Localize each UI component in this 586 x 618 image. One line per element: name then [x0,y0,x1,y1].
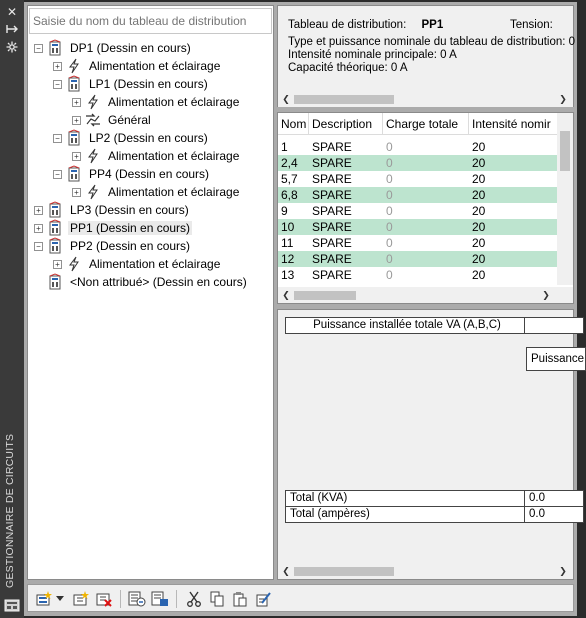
palette-title: GESTIONNAIRE DE CIRCUITS [4,433,16,588]
tree-item-label: DP1 (Dessin en cours) [70,41,191,55]
tree-item-pp4[interactable] [53,165,211,183]
circuit-row[interactable] [278,251,558,267]
expand-icon[interactable]: + [53,62,62,71]
panel-tree-pane [27,5,274,580]
info-horizontal-scrollbar[interactable] [278,91,573,107]
cell-description[interactable]: SPARE [312,252,352,266]
tree-item-label: PP4 (Dessin en cours) [89,167,210,181]
total-kva-label: Total (KVA) [285,490,525,507]
capacity-line: Capacité théorique: 0 A [288,62,408,74]
toolbar-separator [120,590,121,608]
scroll-right-icon[interactable]: ❯ [559,94,567,104]
power-cell: Puissance [526,347,586,371]
tree-item-label: LP3 (Dessin en cours) [70,203,189,217]
circuit-row[interactable] [278,235,558,251]
cell-description[interactable]: SPARE [312,220,352,234]
power-lighting-icon [85,94,101,110]
circuit-row[interactable] [278,219,558,235]
panel-info-pane [277,5,574,107]
cell-charge[interactable]: 0 [386,204,393,218]
copy-icon[interactable] [207,589,227,609]
tree-item-lp1-power-lighting[interactable] [72,93,241,111]
panel-icon [66,130,82,146]
cell-intensite[interactable]: 20 [472,220,486,234]
column-header-intensite[interactable]: Intensité nomir [472,117,551,131]
scroll-thumb[interactable] [294,567,394,576]
close-icon[interactable]: ✕ [6,5,18,19]
circuit-row[interactable] [278,171,558,187]
tree-item-lp2-power-lighting[interactable] [72,147,241,165]
collapse-icon[interactable]: − [53,170,62,179]
panel-icon [47,220,63,236]
tree-item-label: Alimentation et éclairage [89,59,221,73]
new-panel-dropdown-icon[interactable] [55,589,65,609]
delete-circuit-icon[interactable] [94,589,114,609]
cut-icon[interactable] [184,589,204,609]
cell-intensite[interactable]: 20 [472,236,486,250]
cell-nom[interactable]: 1 [281,140,288,154]
cell-intensite[interactable]: 20 [472,204,486,218]
cell-nom[interactable]: 11 [281,236,294,250]
cell-charge[interactable]: 0 [386,156,393,170]
tree-item-lp3[interactable] [34,201,191,219]
tree-item-pp2-power-lighting[interactable] [53,255,222,273]
new-circuit-icon[interactable] [71,589,91,609]
panel-label: Tableau de distribution: [288,19,407,31]
circuit-row[interactable] [278,139,558,155]
circuit-row[interactable] [278,267,558,283]
cell-intensite[interactable]: 20 [472,252,486,266]
circuit-manager-window [24,2,585,616]
panel-icon [47,274,63,290]
cell-nom[interactable]: 12 [281,252,295,266]
cell-intensite[interactable]: 20 [472,172,486,186]
total-amps-value: 0.0 [524,506,584,523]
power-lighting-icon [85,148,101,164]
column-header-description[interactable]: Description [309,113,383,135]
tree-item-pp4-power-lighting[interactable] [72,183,241,201]
panel-icon [47,40,63,56]
expand-icon[interactable]: + [53,260,62,269]
scroll-left-icon[interactable]: ❮ [282,94,290,104]
cell-charge[interactable]: 0 [386,140,393,154]
cell-description[interactable]: SPARE [312,172,352,186]
tree-item-label: PP1 (Dessin en cours) [70,221,191,235]
scroll-thumb[interactable] [294,95,394,104]
collapse-icon[interactable]: − [34,242,43,251]
grid-header [278,113,558,135]
panel-search-input[interactable] [29,8,272,34]
palette-title-bar [0,0,24,618]
style-properties-icon[interactable] [254,589,274,609]
tree-item-label: LP1 (Dessin en cours) [89,77,208,91]
cell-nom[interactable]: 2,4 [281,156,298,170]
collapse-icon[interactable]: − [53,134,62,143]
expand-icon[interactable]: + [34,206,43,215]
column-header-nom[interactable]: Nom [278,113,309,135]
expand-icon[interactable]: + [34,224,43,233]
scroll-right-icon[interactable]: ❯ [559,566,567,576]
circuit-row[interactable] [278,187,558,203]
scroll-thumb[interactable] [560,131,570,171]
tree-item-unassigned[interactable] [34,273,249,291]
scroll-thumb[interactable] [294,291,356,300]
expand-icon[interactable]: + [72,152,81,161]
panel-icon [47,202,63,218]
collapse-icon[interactable]: − [34,44,43,53]
cell-description[interactable]: SPARE [312,140,352,154]
scroll-left-icon[interactable]: ❮ [282,290,290,300]
tree-item-pp2[interactable] [34,237,192,255]
load-summary-pane [277,309,585,580]
panel-icon [66,166,82,182]
main-current-line: Intensité nominale principale: 0 A [288,49,457,61]
power-lighting-icon [66,256,82,272]
cell-nom[interactable]: 5,7 [281,172,298,186]
tree-item-lp2[interactable] [53,129,210,147]
tree-item-pp1[interactable] [34,219,192,237]
properties-gear-icon[interactable] [5,41,19,55]
tree-item-dp1[interactable] [34,39,193,57]
cell-nom[interactable]: 6,8 [281,188,298,202]
expand-icon[interactable]: + [72,98,81,107]
panel-value: PP1 [421,19,444,31]
summary-horizontal-scrollbar[interactable] [278,563,573,579]
panel-rating-line: Type et puissance nominale du tableau de distribution: 0 [288,36,576,48]
collapse-icon[interactable]: − [53,80,62,89]
tree-item-label: PP2 (Dessin en cours) [70,239,191,253]
tree-item-lp1[interactable] [53,75,210,93]
panel-schedule-icon[interactable] [127,589,147,609]
tension-label: Tension: [510,19,553,31]
cell-charge[interactable]: 0 [386,268,393,282]
cell-description[interactable]: SPARE [312,188,352,202]
cell-nom[interactable]: 13 [281,268,295,282]
cell-charge[interactable]: 0 [386,220,393,234]
panel-name-line [288,19,443,31]
cell-charge[interactable]: 0 [386,188,393,202]
total-kva-value: 0.0 [524,490,584,507]
tree-item-label: Général [108,113,151,127]
tree-item-label: LP2 (Dessin en cours) [89,131,208,145]
cell-description[interactable]: SPARE [312,156,352,170]
cell-intensite[interactable]: 20 [472,188,486,202]
cell-nom[interactable]: 9 [281,204,288,218]
toolbar-separator [176,590,177,608]
cell-charge[interactable]: 0 [386,252,393,266]
expand-icon[interactable]: + [72,116,81,125]
scroll-left-icon[interactable]: ❮ [282,566,290,576]
cell-intensite[interactable]: 20 [472,140,486,154]
expand-icon[interactable]: + [72,188,81,197]
new-panel-icon[interactable] [34,589,54,609]
cell-nom[interactable]: 10 [281,220,295,234]
cell-intensite[interactable]: 20 [472,156,486,170]
cell-description[interactable]: SPARE [312,268,352,282]
cell-description[interactable]: SPARE [312,204,352,218]
panel-icon [47,238,63,254]
general-system-icon [85,112,101,128]
installed-power-header-extra [524,317,584,334]
grid-horizontal-scrollbar[interactable] [278,287,573,303]
cell-intensite[interactable]: 20 [472,268,486,282]
scroll-right-icon[interactable]: ❯ [542,290,550,300]
tree-item-dp1-power-lighting[interactable] [53,57,222,75]
circuit-grid [277,112,574,304]
cell-charge[interactable]: 0 [386,172,393,186]
circuit-row[interactable] [278,203,558,219]
tree-item-label: Alimentation et éclairage [108,185,240,199]
tree-item-label: Alimentation et éclairage [108,95,240,109]
tree-item-lp1-general[interactable] [72,111,153,129]
column-header-charge-totale[interactable]: Charge totale [383,113,469,135]
auto-hide-icon[interactable] [5,23,19,37]
grid-vertical-scrollbar[interactable] [557,113,573,285]
power-lighting-icon [66,58,82,74]
cell-description[interactable]: SPARE [312,236,352,250]
cell-charge[interactable]: 0 [386,236,393,250]
circuit-row[interactable] [278,155,558,171]
circuit-manager-app-icon [4,598,20,612]
panel-icon [66,76,82,92]
tree-item-label: <Non attribué> (Dessin en cours) [70,275,247,289]
circuit-report-icon[interactable] [150,589,170,609]
tree-item-label: Alimentation et éclairage [89,257,221,271]
power-lighting-icon [85,184,101,200]
tree-item-label: Alimentation et éclairage [108,149,240,163]
paste-icon[interactable] [230,589,250,609]
installed-power-header: Puissance installée totale VA (A,B,C) [285,317,525,334]
total-amps-label: Total (ampères) [285,506,525,523]
bottom-toolbar [27,584,574,612]
